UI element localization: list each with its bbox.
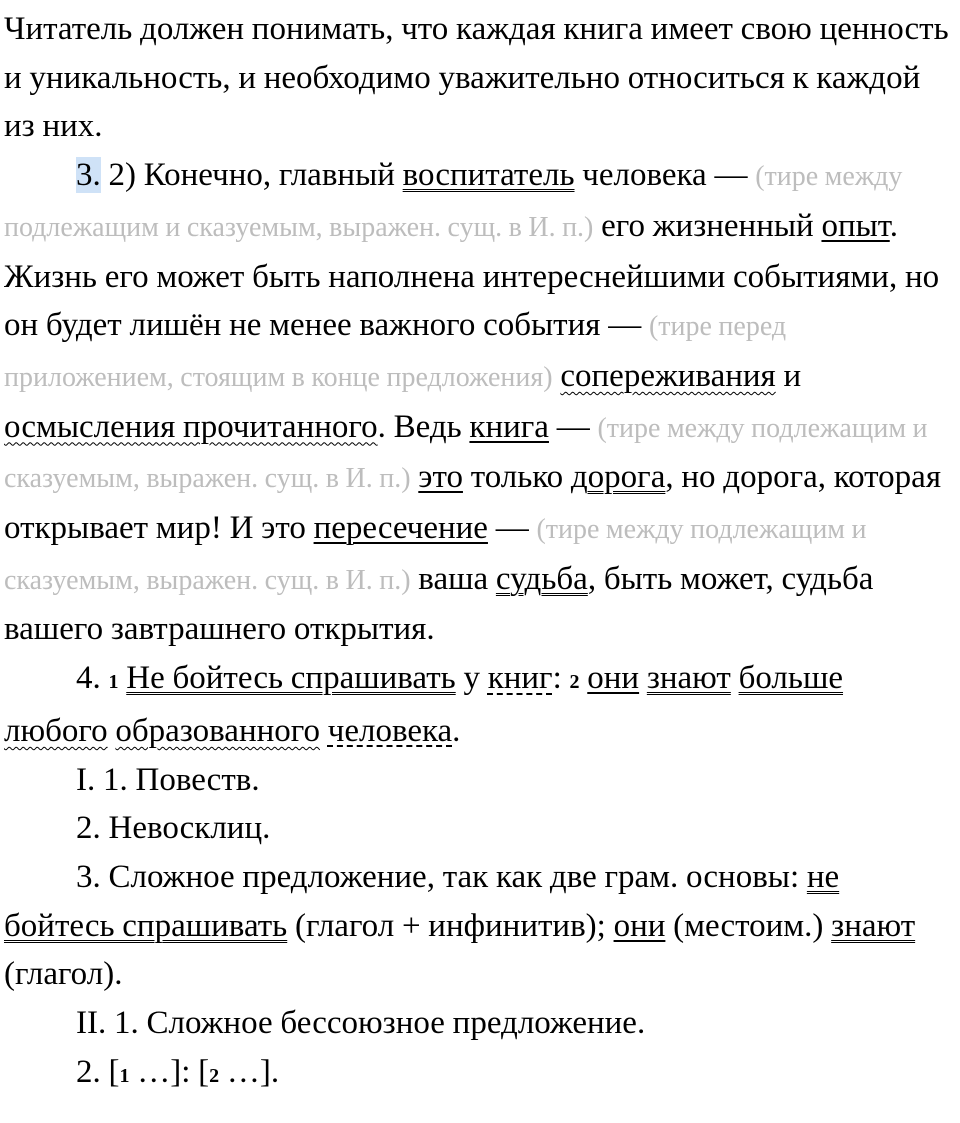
text: (глагол + инфинитив); [287,907,614,944]
predicate-double-underline: не бойтесь спрашивать [4,858,840,944]
adverbial-underline: больше [738,660,844,697]
grammar-note: (тире между подлежащим и сказуемым, выражен. сущ. в И. п.) [4,161,903,243]
text: 3. Сложное предложение, так как две грам. основы: [76,858,807,895]
text: . Ведь [377,408,470,445]
paragraph-1 [4,5,952,151]
text: , быть может, судьба вашего завтрашнего открытия. [4,560,874,648]
attribute-wavy-underline: любого [4,712,108,749]
text: 4. [76,660,109,697]
text: человека — [574,157,756,194]
paragraph-2 [4,151,952,654]
text: Читатель должен понимать, что каждая книга имеет свою ценность и уникальность, и необходимо уважительно относиться к каждой из них. [4,11,949,145]
particle-underline: это [418,459,463,496]
predicate-double-underline: дорога [570,459,666,496]
grammar-note: (тире перед приложением, стоящим в конце предложения) [4,311,787,393]
predicate-double-underline: Не бойтесь спрашивать [126,660,456,697]
text [320,713,328,749]
subject-underline: они [613,907,666,944]
subject-underline: пересечение [313,510,488,547]
text: II. 1. Сложное бессоюзное предложение. [76,1005,646,1042]
predicate-double-underline: судьба [495,560,588,597]
document-body [4,5,952,1100]
appositive-wavy-underline: сопереживания [560,357,776,394]
subject-underline: книга [469,408,549,445]
text: 2. [ [76,1053,120,1090]
predicate-double-underline: знают [831,907,916,944]
appositive-wavy-underline: осмысления прочитанного [4,408,378,445]
paragraph-4 [4,756,952,805]
clause-number: 1 [119,1064,130,1087]
paragraph-3 [4,654,952,755]
subject-underline: они [587,660,640,697]
clause-number: 2 [209,1064,220,1087]
text: (глагол). [4,956,123,993]
predicate-double-underline: знают [646,660,731,697]
paragraph-7 [4,999,952,1048]
object-dashed-underline: книг [487,660,553,697]
subject-underline: опыт [821,207,890,244]
grammar-note: (тире между подлежащим и сказуемым, выражен. сущ. в И. п.) [4,514,867,596]
text: , но дорога, которая открывает мир! И это [4,459,941,547]
text [639,660,647,696]
paragraph-8 [4,1048,952,1101]
clause-number: 1 [108,671,119,694]
grammar-note: (тире между подлежащим и сказуемым, выражен. сущ. в И. п.) [4,412,928,495]
paragraph-5 [4,804,952,853]
text: — [548,408,598,445]
clause-number: 2 [569,671,580,694]
text: только [462,459,571,496]
text: …]. [219,1053,280,1090]
text: 2. Невосклиц. [76,810,271,847]
attribute-wavy-underline: образованного [115,712,320,749]
text [731,660,739,696]
text: . Жизнь его может быть наполнена интереснейшими событиями, но он будет лишён не менее важного события — [4,207,940,344]
text: ваша [410,560,496,597]
object-dashed-underline: человека [327,712,453,749]
text: у [455,660,488,697]
text: …]: [ [129,1053,210,1090]
text: : [552,660,570,697]
text: (местоим.) [665,907,832,944]
text: его жизненный [593,207,822,244]
text: 2) Конечно, главный [100,157,403,194]
item-number-highlighted: 3. [76,157,101,194]
text: . [452,712,461,749]
predicate-double-underline: воспитатель [402,157,575,194]
paragraph-6 [4,853,952,999]
text: и [775,357,802,394]
text: I. 1. Повеств. [76,761,260,798]
text: — [487,510,537,547]
